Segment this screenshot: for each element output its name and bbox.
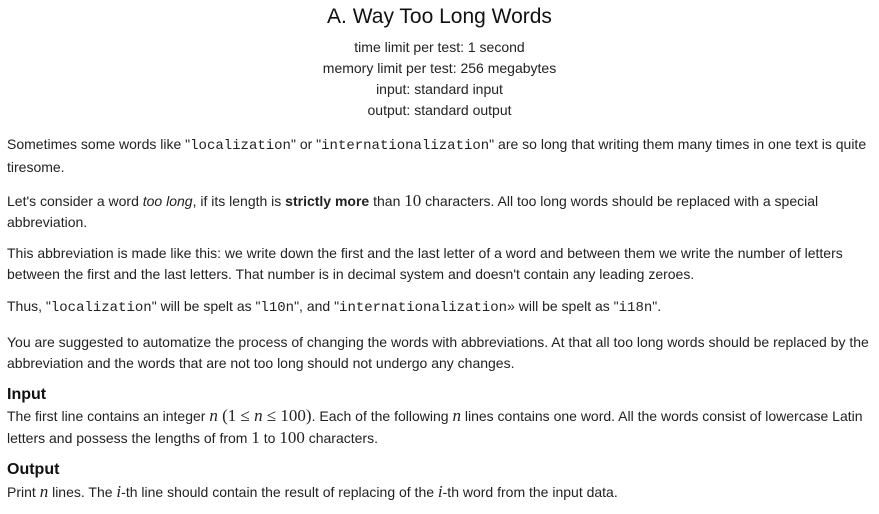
text-fragment: ". <box>652 298 662 314</box>
input-spec: input: standard input <box>376 81 503 97</box>
text-fragment: Print <box>7 484 40 500</box>
text-fragment: than <box>369 193 405 209</box>
code-localization: localization <box>190 138 291 154</box>
text-fragment: lines. The <box>48 484 117 500</box>
text-fragment: characters. <box>304 430 378 446</box>
text-fragment: Sometimes some words like " <box>7 136 191 152</box>
input-description <box>7 405 873 449</box>
math-ten: 10 <box>404 191 422 210</box>
math-n: n <box>452 406 461 425</box>
statement-paragraph-4 <box>7 296 873 319</box>
math-n: n <box>209 406 218 425</box>
strong-strictly-more: strictly more <box>285 193 370 209</box>
statement-paragraph-5: You are suggested to automatize the process of changing the words with abbreviations. At that all too long words should be replaced by the abbreviation and the words that are not too long should not undergo any changes. <box>7 334 869 371</box>
text-fragment: -th line should contain the result of replacing of the <box>121 484 438 500</box>
math-range-start: (1 ≤ <box>217 406 255 425</box>
code-internationalization: internationalization <box>321 138 490 154</box>
text-fragment: " or " <box>290 136 322 152</box>
text-fragment: characters. All too long words should be replaced with a special abbreviation. <box>7 193 819 230</box>
output-spec: output: standard output <box>367 102 512 118</box>
text-fragment: Let's consider a word <box>7 193 143 209</box>
text-fragment: » will be spelt as " <box>507 298 619 314</box>
statement-paragraph-3: This abbreviation is made like this: we write down the first and the last letter of a word and between them we write the number of letters between the first and the last letters. That number is in decimal system and doesn't contain any leading zeroes. <box>7 245 843 282</box>
statement-paragraph-2 <box>7 190 873 233</box>
text-fragment: ", and " <box>294 298 340 314</box>
text-fragment: , if its length is <box>192 193 286 209</box>
text-fragment: The first line contains an integer <box>7 408 210 424</box>
statement-paragraph-1 <box>7 134 873 178</box>
text-fragment: . Each of the following <box>311 408 453 424</box>
math-i: i <box>437 482 443 501</box>
code-internationalization: internationalization <box>339 300 508 316</box>
text-fragment: -th word from the input data. <box>442 484 618 500</box>
text-fragment: lines contains one word. All the words consist of lowercase Latin letters and possess the lengths of from <box>7 408 863 446</box>
text-fragment: Thus, " <box>7 298 51 314</box>
output-description <box>7 481 873 503</box>
code-l10n: l10n <box>260 300 295 316</box>
math-n: n <box>39 482 49 501</box>
text-fragment: " are so long that writing them many times in one text is quite tiresome. <box>7 136 867 175</box>
math-range-end: ≤ 100) <box>262 406 312 425</box>
problem-title: A. Way Too Long Words <box>327 5 552 28</box>
math-i: i <box>116 482 122 501</box>
code-i18n: i18n <box>618 300 653 316</box>
text-fragment: to <box>259 430 280 446</box>
math-n: n <box>254 406 263 425</box>
input-heading: Input <box>7 386 47 403</box>
text-fragment: " will be spelt as " <box>151 298 261 314</box>
output-heading: Output <box>7 461 60 478</box>
math-hundred: 100 <box>279 428 305 447</box>
memory-limit: memory limit per test: 256 megabytes <box>322 60 557 76</box>
emphasis-too-long: too long <box>142 193 193 209</box>
time-limit: time limit per test: 1 second <box>354 39 525 55</box>
code-localization: localization <box>50 300 152 316</box>
math-one: 1 <box>251 428 260 447</box>
